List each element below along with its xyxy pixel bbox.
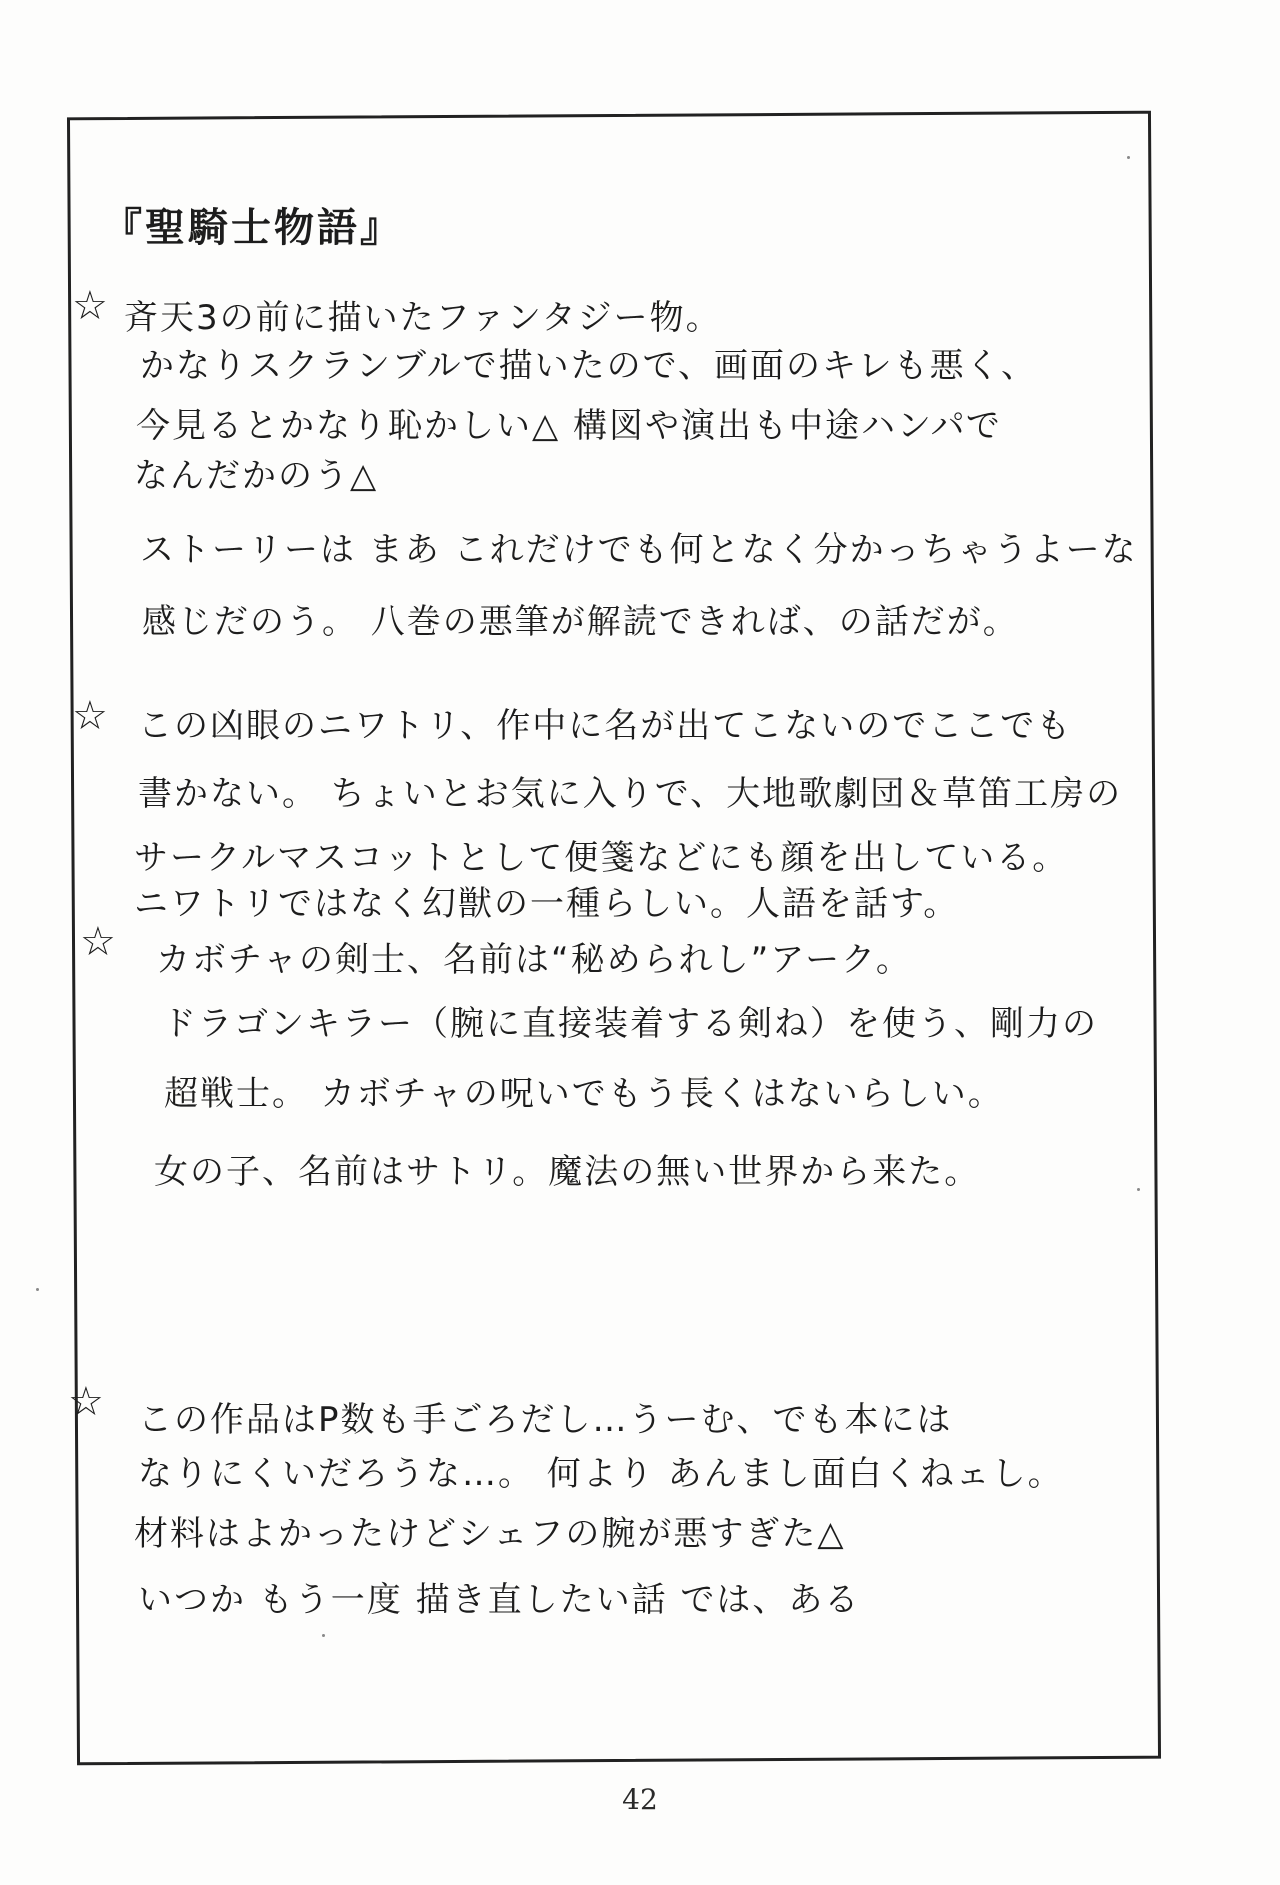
section-4-line-3: 材料はよかったけどシェフの腕が悪すぎた△ xyxy=(134,1514,846,1554)
section-2-line-2: 書かない。 ちょいとお気に入りで、大地歌劇団＆草笛工房の xyxy=(138,774,1123,814)
section-1-line-6: 感じだのう。 八巻の悪筆が解読できれば、の話だが。 xyxy=(142,602,1019,642)
section-1-line-4: なんだかのう△ xyxy=(134,456,379,496)
section-4-line-2: なりにくいだろうな…。 何より あんまし面白くねェし。 xyxy=(138,1454,1064,1494)
section-2-line-1: この凶眼のニワトリ、作中に名が出てこないのでここでも xyxy=(138,706,1073,746)
star-bullet-icon: ☆ xyxy=(72,693,108,739)
scan-speck xyxy=(1127,156,1130,159)
story-title: 『聖騎士物語』 xyxy=(102,205,403,251)
section-1-line-3: 今見るとかなり恥かしい△ 構図や演出も中途ハンパで xyxy=(136,406,1002,446)
section-1-line-2: かなりスクランブルで描いたので、画面のキレも悪く、 xyxy=(140,346,1037,386)
section-2-line-4: ニワトリではなく幻獣の一種らしい。人語を話す。 xyxy=(134,884,960,924)
star-bullet-icon: ☆ xyxy=(80,919,116,965)
section-3-line-4: 女の子、名前はサトリ。魔法の無い世界から来た。 xyxy=(154,1152,981,1192)
section-4-line-1: この作品はP数も手ごろだし…うーむ、でも本には xyxy=(138,1400,953,1440)
section-4-line-4: いつか もう一度 描き直したい話 では、ある xyxy=(138,1580,861,1620)
section-2-line-3: サークルマスコットとして便箋などにも顔を出している。 xyxy=(134,838,1069,878)
star-bullet-icon: ☆ xyxy=(72,283,108,329)
section-1-line-5: ストーリーは まあ これだけでも何となく分かっちゃうよーな xyxy=(140,530,1138,570)
section-3-line-3: 超戦士。 カボチャの呪いでもう長くはないらしい。 xyxy=(164,1074,1004,1114)
page-number: 42 xyxy=(622,1783,658,1816)
scan-speck xyxy=(322,1634,325,1637)
scan-speck xyxy=(36,1288,39,1291)
section-3-line-1: カボチャの剣士、名前は“秘められし”アーク。 xyxy=(156,940,912,980)
scan-speck xyxy=(1137,1188,1140,1191)
section-3-line-2: ドラゴンキラー（腕に直接装着する剣ね）を使う、剛力の xyxy=(162,1004,1098,1044)
section-1-line-1: 斉天3の前に描いたファンタジー物。 xyxy=(124,298,722,338)
star-bullet-icon: ☆ xyxy=(68,1379,104,1425)
